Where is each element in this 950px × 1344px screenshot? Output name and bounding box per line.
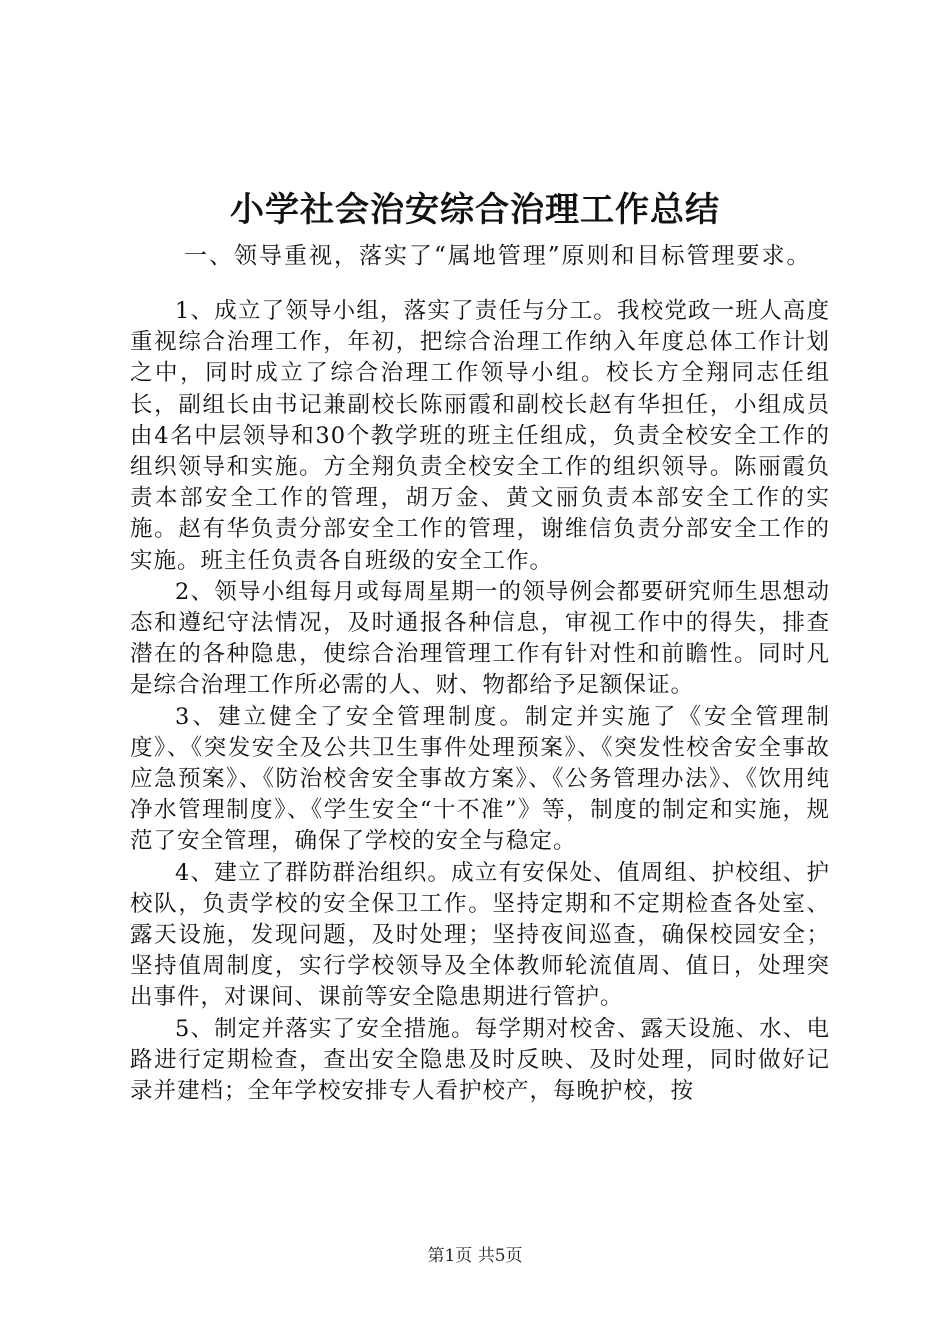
paragraph-5: 5、制定并落实了安全措施。每学期对校舍、露天设施、水、电路进行定期检查，查出安全隐患及时反映、及时处理，同时做好记录并建档；全年学校安排专人看护校产，每晚护校，按 [130, 1015, 830, 1105]
paragraph-2: 2、领导小组每月或每周星期一的领导例会都要研究师生思想动态和遵纪守法情况，及时通报各种信息，审视工作中的得失，排查潜在的各种隐患，使综合治理管理工作有针对性和前瞻性。同时凡是综合治理工作所必需的人、财、物都给予足额保证。 [130, 578, 830, 699]
paragraph-1: 1、成立了领导小组，落实了责任与分工。我校党政一班人高度重视综合治理工作，年初，把综合治理工作纳入年度总体工作计划之中，同时成立了综合治理工作领导小组。校长方全翔同志任组长，副组长由书记兼副校长陈丽霞和副校长赵有华担任，小组成员由4名中层领导和30个教学班的班主任组成，负责全校安全工作的组织领导和实施。方全翔负责全校安全工作的组织领导。陈丽霞负责本部安全工作的管理，胡万金、黄文丽负责本部安全工作的实施。赵有华负责分部安全工作的管理，谢维信负责分部安全工作的实施。班主任负责各自班级的安全工作。 [130, 298, 830, 574]
section-heading: 一、领导重视，落实了“属地管理”原则和目标管理要求。 [184, 243, 812, 269]
paragraph-3: 3、建立健全了安全管理制度。制定并实施了《安全管理制度》、《突发安全及公共卫生事件处理预案》、《突发性校舍安全事故应急预案》、《防治校舍安全事故方案》、《公务管理办法》、《饮用纯净水管理制度》、《学生安全“十不准”》等，制度的制定和实施，规范了安全管理，确保了学校的安全与稳定。 [130, 703, 830, 855]
page-number-footer: 第1页 共5页 [427, 1246, 523, 1266]
document-title: 小学社会治安综合治理工作总结 [230, 190, 720, 230]
paragraph-4: 4、建立了群防群治组织。成立有安保处、值周组、护校组、护校队，负责学校的安全保卫工作。坚持定期和不定期检查各处室、露天设施，发现问题，及时处理；坚持夜间巡查，确保校园安全；坚持值周制度，实行学校领导及全体教师轮流值周、值日，处理突出事件，对课间、课前等安全隐患期进行管护。 [130, 859, 830, 1011]
document-body [130, 296, 830, 1107]
